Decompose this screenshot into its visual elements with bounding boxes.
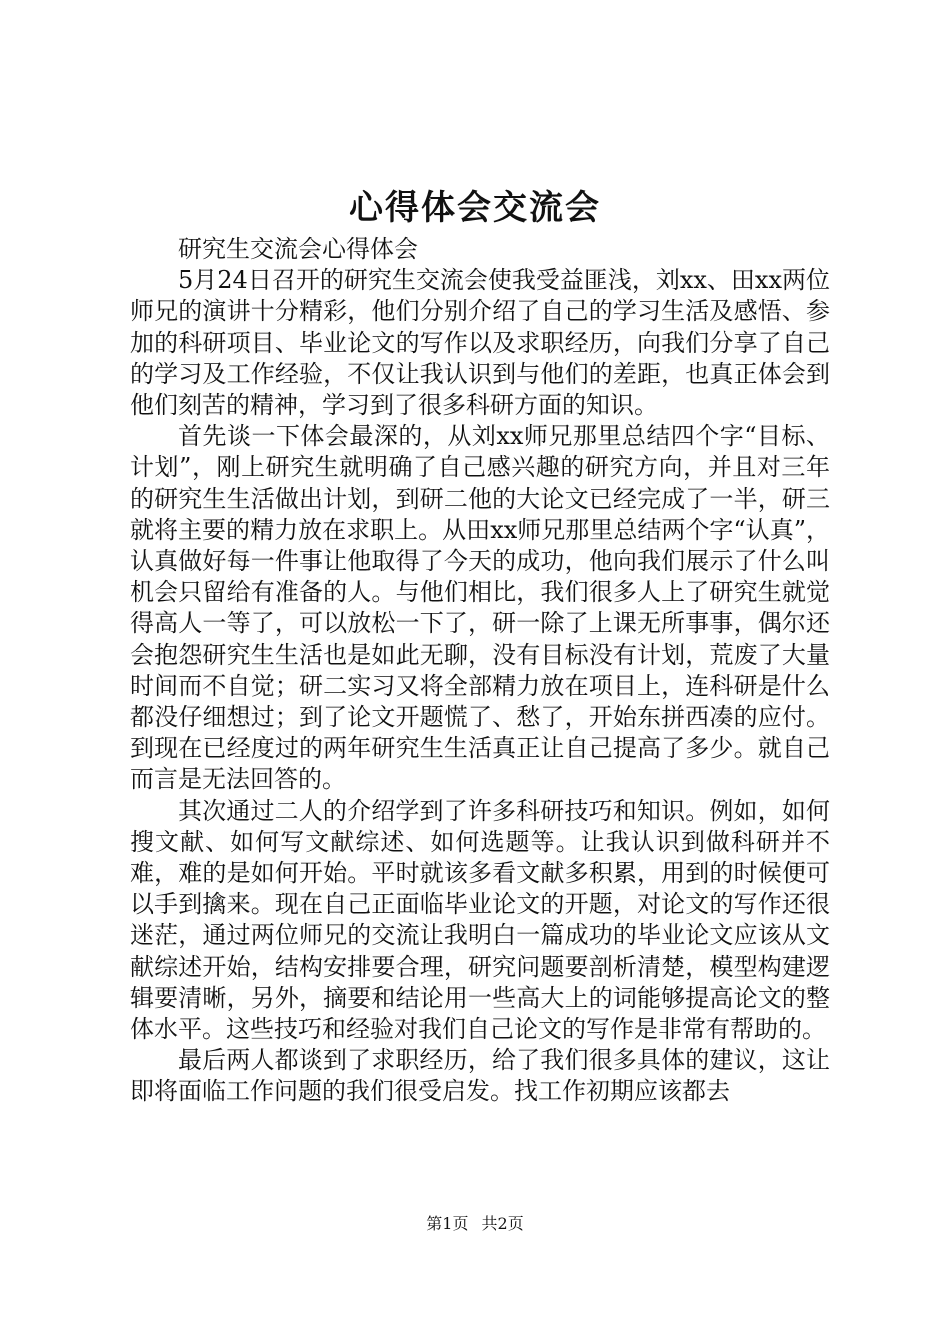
document-title: 心得体会交流会 <box>349 188 601 228</box>
paragraph-4: 最后两人都谈到了求职经历，给了我们很多具体的建议，这让即将面临工作问题的我们很受启发。找工作初期应该都去 <box>130 1046 830 1106</box>
page-number: 第1页 <box>426 1214 469 1233</box>
page-total: 共2页 <box>481 1214 524 1233</box>
paragraph-2: 首先谈一下体会最深的，从刘xx师兄那里总结四个字“目标、计划”，刚上研究生就明确了自己感兴趣的研究方向，并且对三年的研究生生活做出计划，到研二他的大论文已经完成了一半，研三就将主要的精力放在求职上。从田xx师兄那里总结两个字“认真”，认真做好每一件事让他取得了今天的成功，他向我们展示了什么叫机会只留给有准备的人。与他们相比，我们很多人上了研究生就觉得高人一等了，可以放松一下了，研一除了上课无所事事，偶尔还会抱怨研究生生活也是如此无聊，没有目标没有计划，荒废了大量时间而不自觉；研二实习又将全部精力放在项目上，连科研是什么都没仔细想过；到了论文开题慌了、愁了，开始东拼西凑的应付。到现在已经度过的两年研究生生活真正让自己提高了多少。就自己而言是无法回答的。 <box>130 422 830 794</box>
page-footer <box>0 1212 950 1236</box>
paragraph-1: 5月24日召开的研究生交流会使我受益匪浅，刘xx、田xx两位师兄的演讲十分精彩，他们分别介绍了自己的学习生活及感悟、参加的科研项目、毕业论文的写作以及求职经历，向我们分享了自己的学习及工作经验，不仅让我认识到与他们的差距，也真正体会到他们刻苦的精神，学习到了很多科研方面的知识。 <box>130 266 830 420</box>
document-subtitle: 研究生交流会心得体会 <box>178 235 418 263</box>
document-body <box>130 234 830 1108</box>
paragraph-3: 其次通过二人的介绍学到了许多科研技巧和知识。例如，如何搜文献、如何写文献综述、如何选题等。让我认识到做科研并不难，难的是如何开始。平时就该多看文献多积累，用到的时候便可以手到擒来。现在自己正面临毕业论文的开题，对论文的写作还很迷茫，通过两位师兄的交流让我明白一篇成功的毕业论文应该从文献综述开始，结构安排要合理，研究问题要剖析清楚，模型构建逻辑要清晰，另外，摘要和结论用一些高大上的词能够提高论文的整体水平。这些技巧和经验对我们自己论文的写作是非常有帮助的。 <box>130 796 830 1044</box>
